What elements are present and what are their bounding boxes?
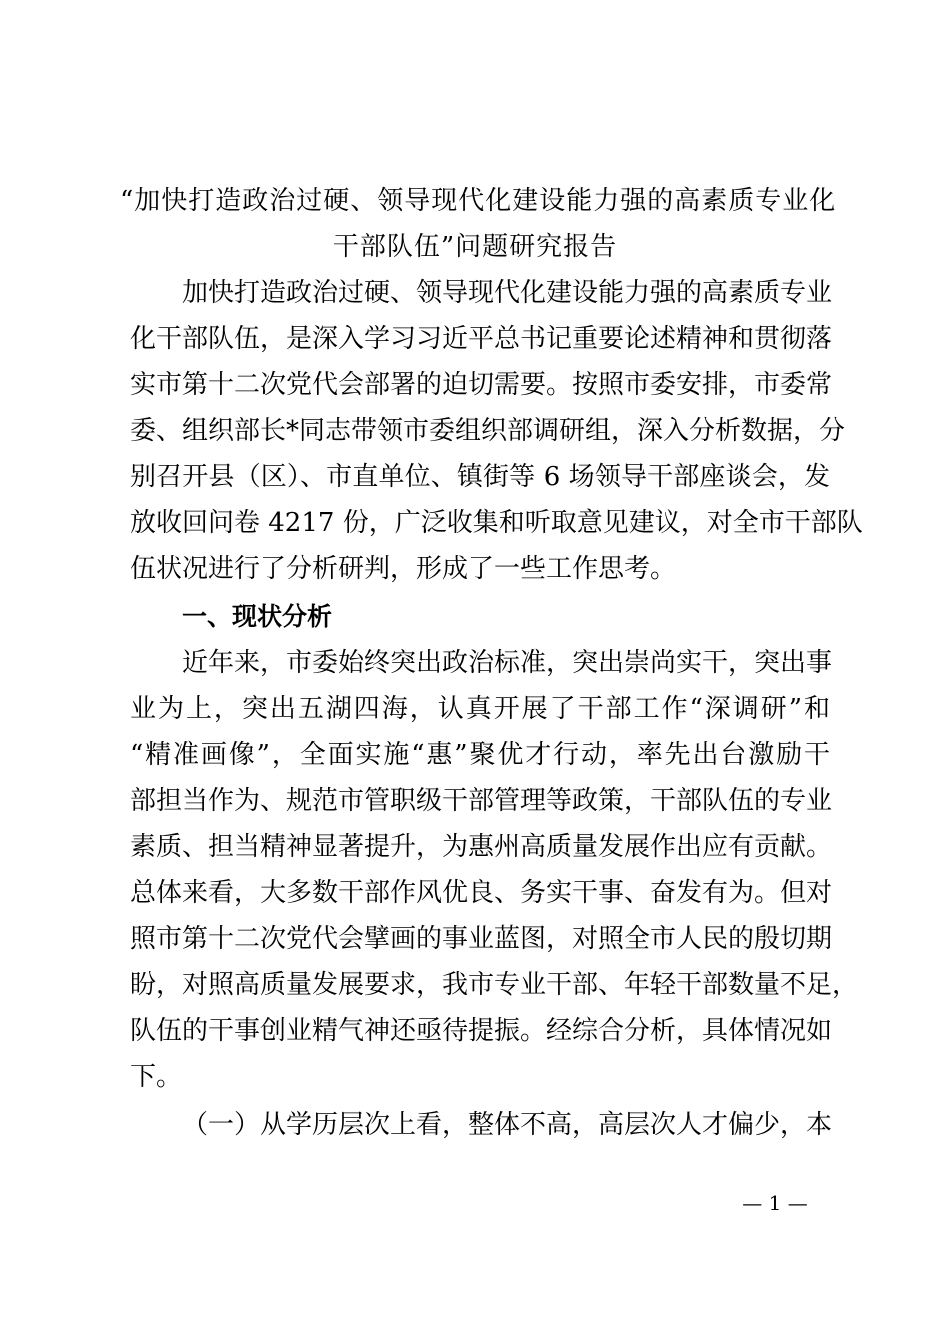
report-title-line-2: 干部队伍”问题研究报告 (332, 232, 618, 262)
section-paragraph-line: 队伍的干事创业精气神还亟待提振。经综合分析，具体情况如 (130, 1016, 833, 1046)
section-paragraph-line: 总体来看，大多数干部作风优良、务实干事、奋发有为。但对 (130, 878, 833, 908)
section-paragraph-line: 近年来，市委始终突出政治标准，突出崇尚实干，突出事 (182, 648, 833, 678)
section-paragraph-line: 素质、担当精神显著提升，为惠州高质量发展作出应有贡献。 (130, 832, 833, 862)
subsection-paragraph-line: （一）从学历层次上看，整体不高，高层次人才偏少，本 (182, 1110, 833, 1140)
intro-paragraph-line: 加快打造政治过硬、领导现代化建设能力强的高素质专业 (182, 278, 833, 308)
intro-paragraph-line: 实市第十二次党代会部署的迫切需要。按照市委安排，市委常 (130, 370, 833, 400)
section-paragraph-line: 业为上，突出五湖四海，认真开展了干部工作“深调研”和 (130, 694, 830, 724)
intro-paragraph-line: 伍状况进行了分析研判，形成了一些工作思考。 (130, 554, 677, 584)
intro-paragraph-line: 化干部队伍，是深入学习习近平总书记重要论述精神和贯彻落 (130, 324, 833, 354)
section-paragraph-line: 盼，对照高质量发展要求，我市专业干部、年轻干部数量不足， (130, 970, 859, 1000)
page-number: — 1 — (742, 1191, 808, 1215)
intro-paragraph-line: 别召开县（区）、市直单位、镇街等 6 场领导干部座谈会，发 (130, 462, 830, 492)
section-heading-current-status: 一、现状分析 (182, 602, 333, 631)
section-paragraph-line: 照市第十二次党代会擘画的事业蓝图，对照全市人民的殷切期 (130, 924, 833, 954)
section-paragraph-line: “精准画像”，全面实施“惠”聚优才行动，率先出台激励干 (130, 740, 830, 770)
section-paragraph-line: 下。 (130, 1062, 183, 1092)
intro-paragraph-line: 放收回问卷 4217 份，广泛收集和听取意见建议，对全市干部队 (130, 508, 863, 538)
report-title-line-1: “加快打造政治过硬、领导现代化建设能力强的高素质专业化 (120, 186, 837, 216)
section-paragraph-line: 部担当作为、规范市管职级干部管理等政策，干部队伍的专业 (130, 786, 833, 816)
intro-paragraph-line: 委、组织部长*同志带领市委组织部调研组，深入分析数据，分 (130, 416, 846, 446)
